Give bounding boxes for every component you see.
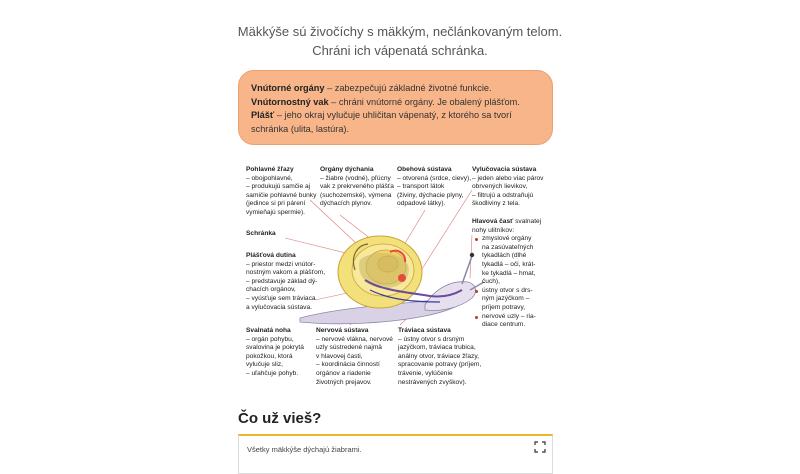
callout-term-mantle: Plášť	[251, 110, 275, 120]
callout-term-sac: Vnútornostný vak	[251, 96, 329, 107]
expand-icon[interactable]	[534, 441, 546, 453]
label-hlavova-cast: Hlavová časť svalnatej nohy ulitníkov: zmyslové orgány na zasúvateľných tykadlách (dlhé tykadlá – oči, krát- ke tykadlá – hmat, čuch), ústny otvor s drs- ným jazýčkom – príjem potravy, nervové uzly – ria- diace centrum.	[472, 218, 554, 330]
snail-diagram	[240, 160, 555, 390]
quiz-statement: Všetky mäkkýše dýchajú žiabrami.	[247, 445, 362, 454]
label-nervova-sustava: Nervová sústava – nervové vlákna, nervové uzly sústredené najmä v hlavovej časti, – koordinácia činností orgánov a riadenie životných prejavov.	[316, 327, 393, 386]
intro-text: Mäkkýše sú živočíchy s mäkkým, nečlánkovaným telom. Chráni ich vápenatá schránka.	[237, 24, 563, 58]
quiz-card[interactable]	[238, 434, 553, 474]
label-obehova-sustava: Obehová sústava – otvorená (srdce, cievy), – transport látok (živiny, dýchacie plyny, odpadové látky).	[397, 166, 472, 208]
section-title: Čo už vieš?	[238, 410, 322, 427]
label-organy-dychania: Orgány dýchania – žiabre (vodné), pľúcny vak z prekrveného plášťa (suchozemské), výmena dýchacích plynov.	[320, 166, 394, 208]
label-traviaca-sustava: Tráviaca sústava – ústny otvor s drsným jazýčkom, tráviaca trubica, análny otvor, tráviace žľazy, spracovanie potravy (príjem, trávenie, vylúčenie nestrávených zvyškov).	[398, 327, 482, 386]
label-pohlavne-zlazy: Pohlavné žľazy – obojpohlavné, – produkujú samčie aj samičie pohlavné bunky (jedince si pri párení vymieňajú spermie).	[246, 166, 317, 216]
label-schranka: Schránka	[246, 230, 276, 237]
callout-term-organs: Vnútorné orgány	[251, 83, 325, 93]
label-plastova-dutina: Plášťová dutina – priestor medzi vnútor- nostným vakom a plášťom, – predstavuje základ dý- chacích orgánov, – vyúsťuje sem tráviaca a vylučovacia sústava.	[246, 252, 326, 311]
info-callout: Vnútorné orgány – zabezpečujú základné životné funkcie. Vnútornostný vak – chráni vnútorné orgány. Je obalený plášťom. Plášť – jeho okraj vylučuje uhličitan vápenatý, z ktorého sa tvorí schránka (ulita, lastúra).	[238, 70, 553, 145]
label-vylucovacia-sustava: Vylučovacia sústava – jeden alebo viac párov obrvených lievikov, – filtrujú a odstraňujú škodliviny z tela.	[472, 166, 544, 208]
label-svalnata-noha: Svalnatá noha – orgán pohybu, svalovina je pokrytá pokožkou, ktorá vylučuje sliz, – uľahčuje pohyb.	[246, 327, 304, 377]
hlavova-cast-list: zmyslové orgány na zasúvateľných tykadlách (dlhé tykadlá – oči, krát- ke tykadlá – hmat, čuch), ústny otvor s drs- ným jazýčkom – príjem potravy, nervové uzly – ria- diace centrum.	[472, 235, 554, 330]
